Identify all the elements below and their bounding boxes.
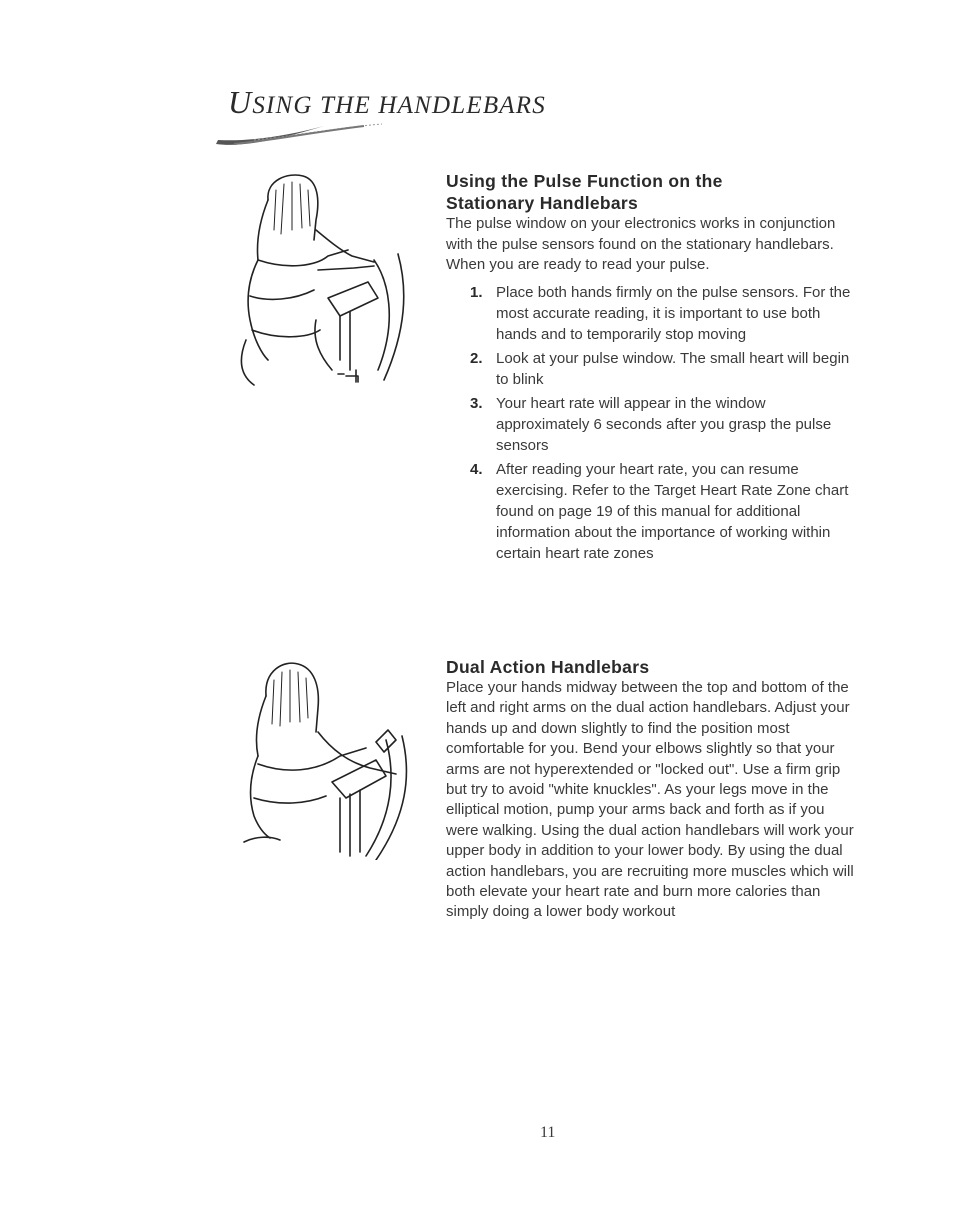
list-item <box>446 282 860 345</box>
page-title-initial: U <box>228 84 253 120</box>
step-text: Place both hands firmly on the pulse sensors. For the most accurate reading, it is important to use both hands and to temporarily stop moving <box>496 283 851 343</box>
woman-using-dual-action-handlebars-illustration <box>236 656 426 860</box>
step-number: 2. <box>470 349 483 367</box>
list-item <box>446 459 860 564</box>
pulse-function-section <box>446 170 866 567</box>
dual-action-heading: Dual Action Handlebars <box>446 657 650 677</box>
dual-action-section <box>446 656 866 923</box>
step-number: 3. <box>470 394 483 412</box>
page-title-rest: SING THE HANDLEBARS <box>252 92 546 119</box>
step-number: 4. <box>470 460 483 478</box>
dual-action-body: Place your hands midway between the top and bottom of the left and right arms on the dual action handlebars. Adjust your hands up and down slightly to find the position most comfortable for you. Bend your elbows slightly so that your arms are not hyperextended or "locked out". Use a firm grip but try to avoid "white knuckles". As your legs move in the elliptical motion, pump your arms back and forth as if you were walking. Using the dual action handlebars will work your upper body in addition to your lower body. By using the dual action handlebars, you are recruiting more muscles which will both elevate your heart rate and burn more calories than simply doing a lower body workout <box>446 679 854 921</box>
pulse-function-intro: The pulse window on your electronics works in conjunction with the pulse sensors found on the stationary handlebars. When you are ready to read your pulse. <box>446 215 836 274</box>
woman-holding-stationary-handlebars-illustration <box>228 170 418 394</box>
step-number: 1. <box>470 283 483 301</box>
pulse-function-heading: Using the Pulse Function on the Stationary Handlebars <box>446 171 723 213</box>
step-text: After reading your heart rate, you can resume exercising. Refer to the Target Heart Rate Zone chart found on page 19 of this manual for additional information about the importance of working within certain heart rate zones <box>496 460 849 562</box>
list-item <box>446 393 860 456</box>
step-text: Your heart rate will appear in the window approximately 6 seconds after you grasp the pulse sensors <box>496 394 832 454</box>
page-number: 11 <box>540 1124 556 1141</box>
title-swoosh-decoration <box>214 118 384 152</box>
list-item <box>446 348 860 390</box>
step-text: Look at your pulse window. The small heart will begin to blink <box>496 349 850 388</box>
pulse-steps-list <box>446 282 866 564</box>
page-title <box>228 84 546 121</box>
